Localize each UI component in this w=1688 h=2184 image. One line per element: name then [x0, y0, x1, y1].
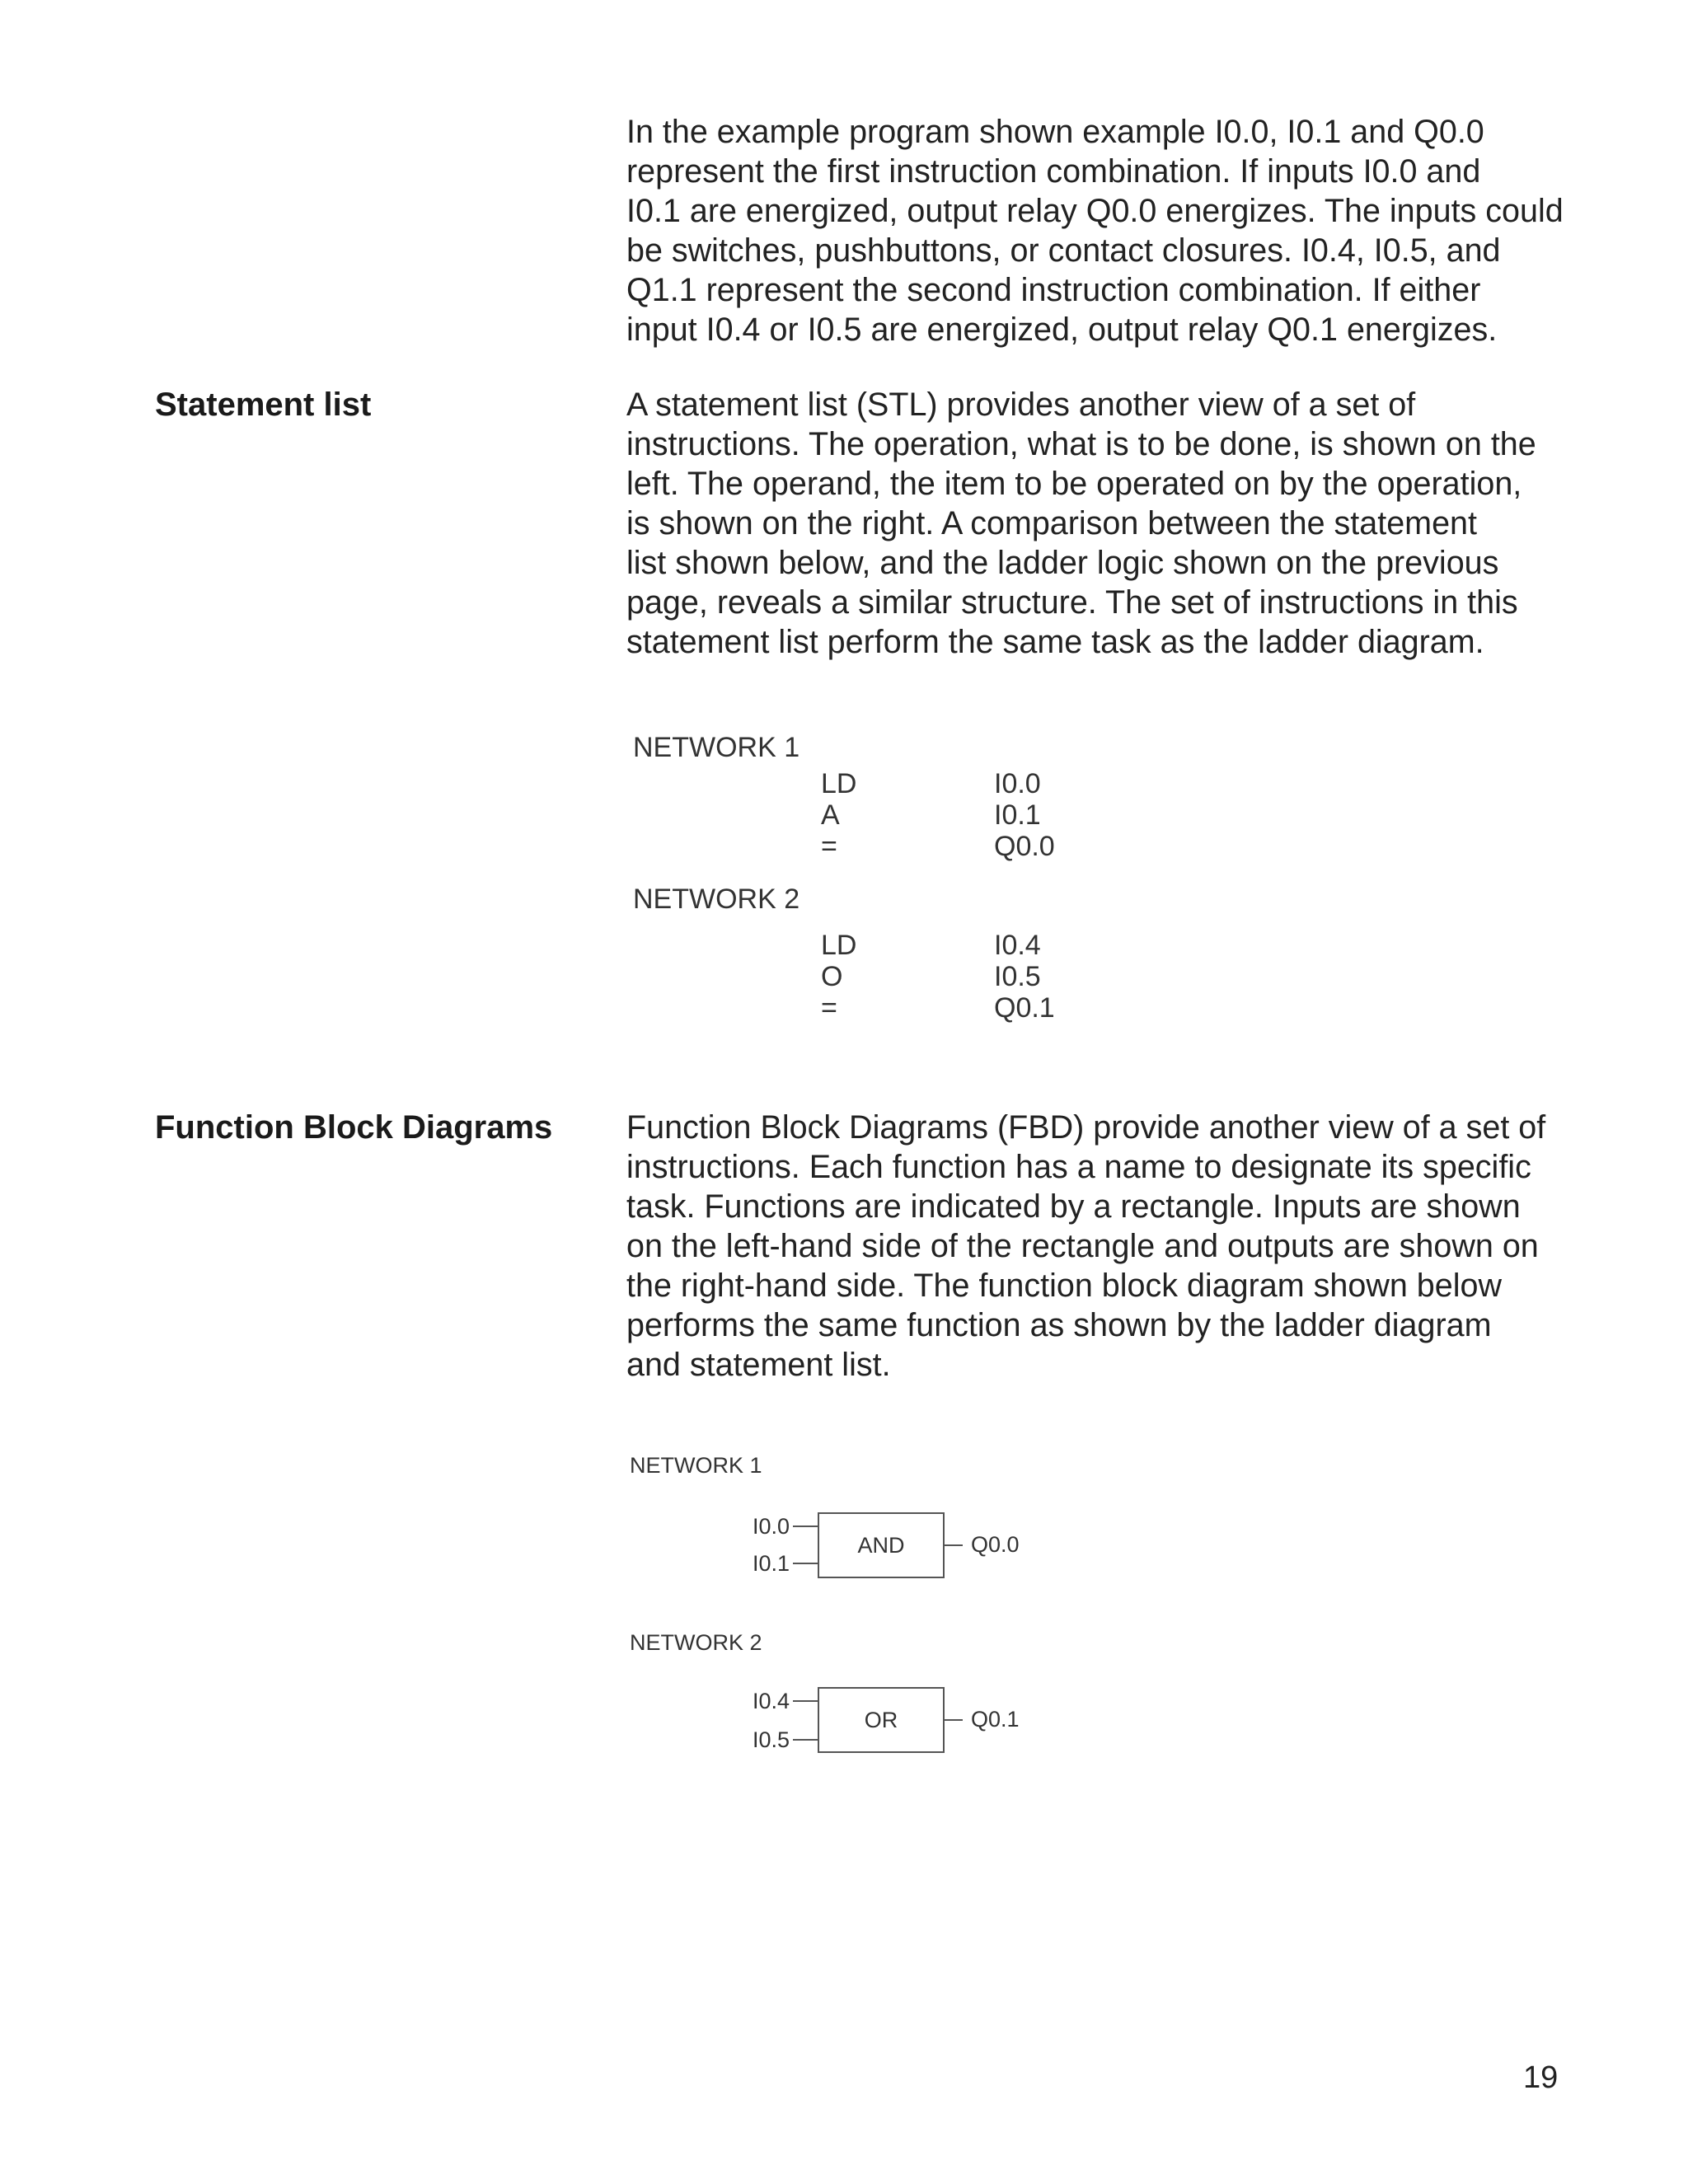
input-label: I0.0 — [752, 1514, 790, 1539]
stl-operand: Q0.1 — [994, 992, 1055, 1024]
function-block-heading: Function Block Diagrams — [155, 1109, 553, 1146]
text-line: task. Functions are indicated by a rectangle. Inputs are shown — [626, 1188, 1521, 1225]
stl-op: O — [821, 961, 843, 992]
stl-op: A — [821, 799, 840, 831]
text-line: I0.1 are energized, output relay Q0.0 energizes. The inputs could — [626, 193, 1564, 229]
text-line: list shown below, and the ladder logic shown on the previous — [626, 545, 1499, 581]
stl-operand: I0.4 — [994, 930, 1041, 961]
stl-network-2-label: NETWORK 2 — [633, 883, 800, 915]
fbd-network-1-label: NETWORK 1 — [630, 1453, 762, 1478]
page-number: 19 — [1523, 2060, 1559, 2095]
stl-network-1-label: NETWORK 1 — [633, 732, 800, 763]
stl-operand: I0.1 — [994, 799, 1041, 831]
statement-list-heading: Statement list — [155, 387, 372, 423]
stl-operand: I0.0 — [994, 768, 1041, 799]
stl-op: LD — [821, 930, 857, 961]
text-line: statement list perform the same task as the ladder diagram. — [626, 624, 1484, 660]
text-line: In the example program shown example I0.0, I0.1 and Q0.0 — [626, 114, 1484, 150]
text-line: left. The operand, the item to be operated on by the operation, — [626, 466, 1522, 502]
stl-operand: I0.5 — [994, 961, 1041, 992]
text-line: A statement list (STL) provides another view of a set of — [626, 387, 1416, 423]
text-line: on the left-hand side of the rectangle and outputs are shown on — [626, 1228, 1539, 1264]
text-line: performs the same function as shown by the ladder diagram — [626, 1307, 1492, 1343]
text-line: instructions. Each function has a name to designate its specific — [626, 1149, 1531, 1185]
stl-op: = — [821, 831, 837, 862]
input-label: I0.5 — [752, 1727, 790, 1752]
output-label: Q0.0 — [971, 1532, 1020, 1557]
fbd-network-2-label: NETWORK 2 — [630, 1630, 762, 1655]
text-line: be switches, pushbuttons, or contact closures. I0.4, I0.5, and — [626, 232, 1501, 269]
text-line: instructions. The operation, what is to be done, is shown on the — [626, 426, 1536, 462]
input-label: I0.1 — [752, 1551, 790, 1576]
text-line: represent the first instruction combination. If inputs I0.0 and — [626, 153, 1481, 190]
text-line: the right-hand side. The function block diagram shown below — [626, 1268, 1503, 1304]
text-line: is shown on the right. A comparison between the statement — [626, 505, 1477, 541]
text-line: Function Block Diagrams (FBD) provide another view of a set of — [626, 1109, 1546, 1146]
input-label: I0.4 — [752, 1689, 790, 1713]
stl-op: = — [821, 992, 837, 1024]
and-block-group — [753, 1513, 1020, 1577]
output-label: Q0.1 — [971, 1707, 1020, 1732]
stl-op: LD — [821, 768, 857, 799]
stl-operand: Q0.0 — [994, 831, 1055, 862]
text-line: input I0.4 or I0.5 are energized, output relay Q0.1 energizes. — [626, 312, 1498, 348]
text-line: Q1.1 represent the second instruction combination. If either — [626, 272, 1481, 308]
block-label: OR — [864, 1708, 898, 1732]
block-label: AND — [857, 1533, 905, 1558]
text-line: and statement list. — [626, 1347, 891, 1383]
text-line: page, reveals a similar structure. The set of instructions in this — [626, 584, 1518, 621]
or-block-group — [753, 1688, 1020, 1752]
